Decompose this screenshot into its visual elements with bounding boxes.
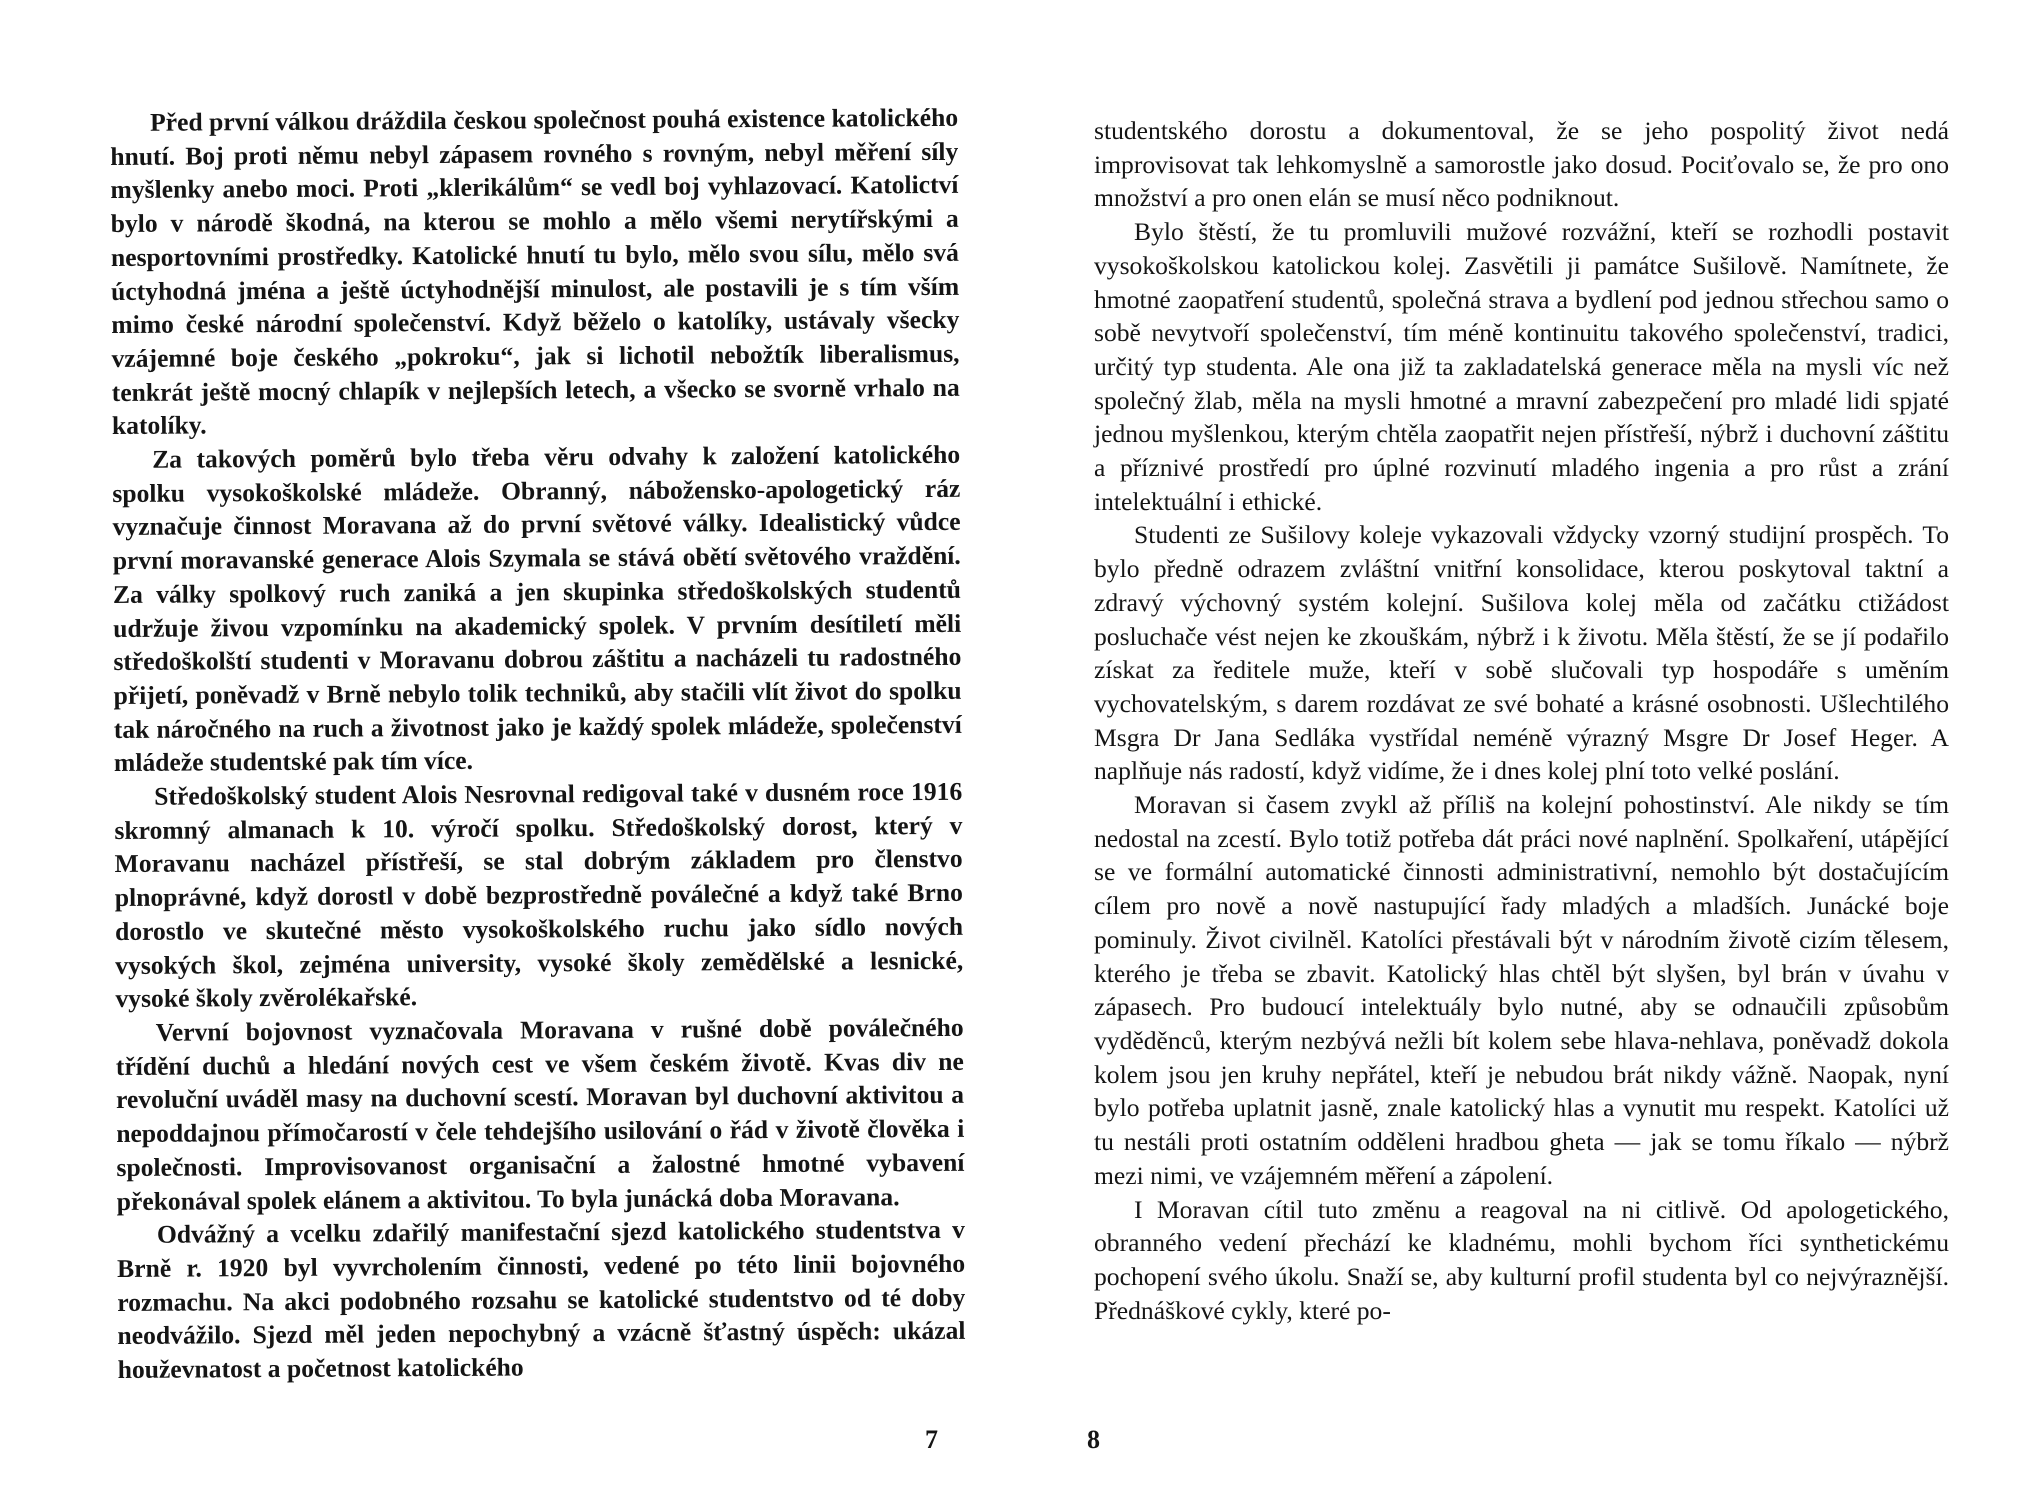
left-page-text: [110, 101, 966, 1387]
paragraph: Odvážný a vcelku zdařilý manifestační sjezd katolického studentstva v Brně r. 1920 byl vyvrcholením činnosti, vedené po této linii bojovného rozmachu. Na akci podobného rozsahu se katolické studentstvo od té doby neodvážilo. Sjezd měl jeden nepochybný a vzácně šťastný úspěch: ukázal houževnatost a početnost katolického: [117, 1215, 966, 1384]
right-page-text: [1094, 114, 1949, 1327]
paragraph: studentského dorostu a dokumentoval, že se jeho pospolitý život nedá improvisovat tak lehkomyslně a samorostle jako dosud. Pociťovalo se, že pro ono množství a pro onen elán se musí něco podniknout.: [1094, 116, 1949, 213]
paragraph: Moravan si časem zvykl až příliš na kolejní pohostinství. Ale nikdy se tím nedostal na zcestí. Bylo totiž potřeba dát práci nové naplnění. Spolkaření, utápějící se ve formální automatické činnosti administrativní, nemohlo být dostačujícím cílem pro nově a nově nastupující řady mladých a mladších. Junácké boje pominuly. Život civilněl. Katolíci přestávali být v národním životě cizím tělesem, kterého je třeba se zbavit. Katolický hlas chtěl být slyšen, byl brán v úvahu v zápasech. Pro budoucí intelektuály bylo nutné, aby se odnaučili způsobům vyděděnců, kterým nezbývá nežli bít kolem sebe hlava-nehlava, poněvadž dokola kolem jsou jen kruhy nepřátel, kteří je nebudou brát nikdy vážně. Naopak, nyní bylo potřeba uplatnit jasně, znale katolický hlas a vynutit mu respekt. Katolíci už tu nestáli proti ostatním odděleni hradbou gheta — jak se tomu říkalo — nýbrž mezi nimi, ve vzájemném měření a zápolení.: [1094, 790, 1949, 1190]
paragraph: Studenti ze Sušilovy koleje vykazovali vždycky vzorný studijní prospěch. To bylo předně odrazem zvláštní vnitřní konsolidace, kterou poskytoval taktní a zdravý výchovný systém kolejní. Sušilova kolej měla od začátku ctižádost posluchače vést nejen ke zkouškám, nýbrž i k životu. Měla štěstí, že se jí podařilo získat za ředitele muže, kteří v sobě slučovali typ hospodáře s uměním vychovatelským, s darem rozdávat ze své bohaté a krásné osobnosti. Ušlechtilého Msgra Dr Jana Sedláka vystřídal neméně výrazný Msgre Dr Josef Heger. A naplňuje nás radostí, když vidíme, že i dnes kolej plní toto velké poslání.: [1094, 520, 1949, 786]
paragraph: Vervní bojovnost vyznačovala Moravana v rušné době poválečného třídění duchů a hledání nových cest ve všem českém životě. Kvas div ne revoluční uváděl masy na duchovní scestí. Moravan byl duchovní aktivitou a nepoddajnou přímočarostí v čele tehdejšího usilování o řád v životě člověka i společnosti. Improvisovanost organisační a žalostné hmotné vybavení překonával spolek elánem a aktivitou. To byla junácká doba Moravana.: [115, 1012, 965, 1216]
paragraph: Před první válkou dráždila českou společnost pouhá existence katolického hnutí. Boj proti němu nebyl zápasem rovného s rovným, nebyl měření síly myšlenky anebo moci. Proti „klerikálům“ se vedl boj vyhlazovací. Katolictví bylo v národě škodná, na kterou se mohlo a mělo všemi nerytířskými a nesportovními prostředky. Katolické hnutí tu bylo, mělo svou sílu, mělo svá úctyhodná jména a ještě úctyhodnější minulost, ale postavili je s tím vším mimo české národní společenství. Když běželo o katolíky, ustávaly všecky vzájemné boje českého „pokroku“, jak si lichotil nebožtík liberalismus, tenkrát ještě mocný chlapík v nejlepších letech, a všecko se svorně vrhalo na katolíky.: [110, 102, 960, 441]
paragraph: I Moravan cítil tuto změnu a reagoval na ni citlivě. Od apologetického, obranného vedení přechází ke kladnému, mohli bychom říci synthetickému pochopení svého úkolu. Snaží se, aby kulturní profil studenta byl co nejvýraznější. Přednáškové cykly, které po-: [1094, 1194, 1949, 1325]
paragraph: Bylo štěstí, že tu promluvili mužové rozvážní, kteří se rozhodli postavit vysokoškolskou katolickou kolej. Zasvětili ji památce Sušilově. Namítnete, že hmotné zaopatření studentů, společná strava a bydlení pod jednou střechou samo o sobě nevytvoří společenství, tím méně kontinuitu takového společenství, tradici, určitý typ studenta. Ale ona již ta zakladatelská generace měla na mysli víc než společný žlab, měla na mysli hmotné a mravní zabezpečení pro mladé lidi spjaté jednou myšlenkou, kterým chtěla zaopatřit nejen přístřeší, nýbrž i duchovní záštitu a příznivé prostředí pro úplné rozvinutí mladého ingenia a pro růst a zrání intelektuální i ethické.: [1094, 217, 1949, 516]
page-number: 8: [1087, 1425, 1100, 1454]
paragraph: Středoškolský student Alois Nesrovnal redigoval také v dusném roce 1916 skromný almanach k 10. výročí spolku. Středoškolský dorost, který v Moravanu nacházel přístřeší, se stal dobrým základem pro členstvo plnoprávné, když dorostl v době bezprostředně poválečné a když také Brno dorostlo ve skutečné město vysokoškolského ruchu jako sídlo nových vysokých škol, zejména university, vysoké školy zemědělské a lesnické, vysoké školy zvěrolékařské.: [114, 776, 964, 1014]
paragraph: Za takových poměrů bylo třeba věru odvahy k založení katolického spolku vysokoškolské mládeže. Obranný, nábožensko-apologetický ráz vyznačuje činnost Moravana až do první světové války. Idealistický vůdce první moravanské generace Alois Szymala se stává obětí světového vraždění. Za války spolkový ruch zaniká a jen skupinka středoškolských studentů udržuje živou vzpomínku na akademický spolek. V prvním desítiletí měli středoškolští studenti v Moravanu dobrou záštitu a nacházeli tu radostného přijetí, poněvadž v Brně nebylo tolik techniků, aby stačili vlít život do spolku tak náročného na ruch a životnost jako je každý spolek mládeže, společenství mládeže studentské pak tím více.: [112, 439, 962, 778]
page-number: 7: [925, 1425, 938, 1454]
right-page: [1019, 0, 2038, 1500]
